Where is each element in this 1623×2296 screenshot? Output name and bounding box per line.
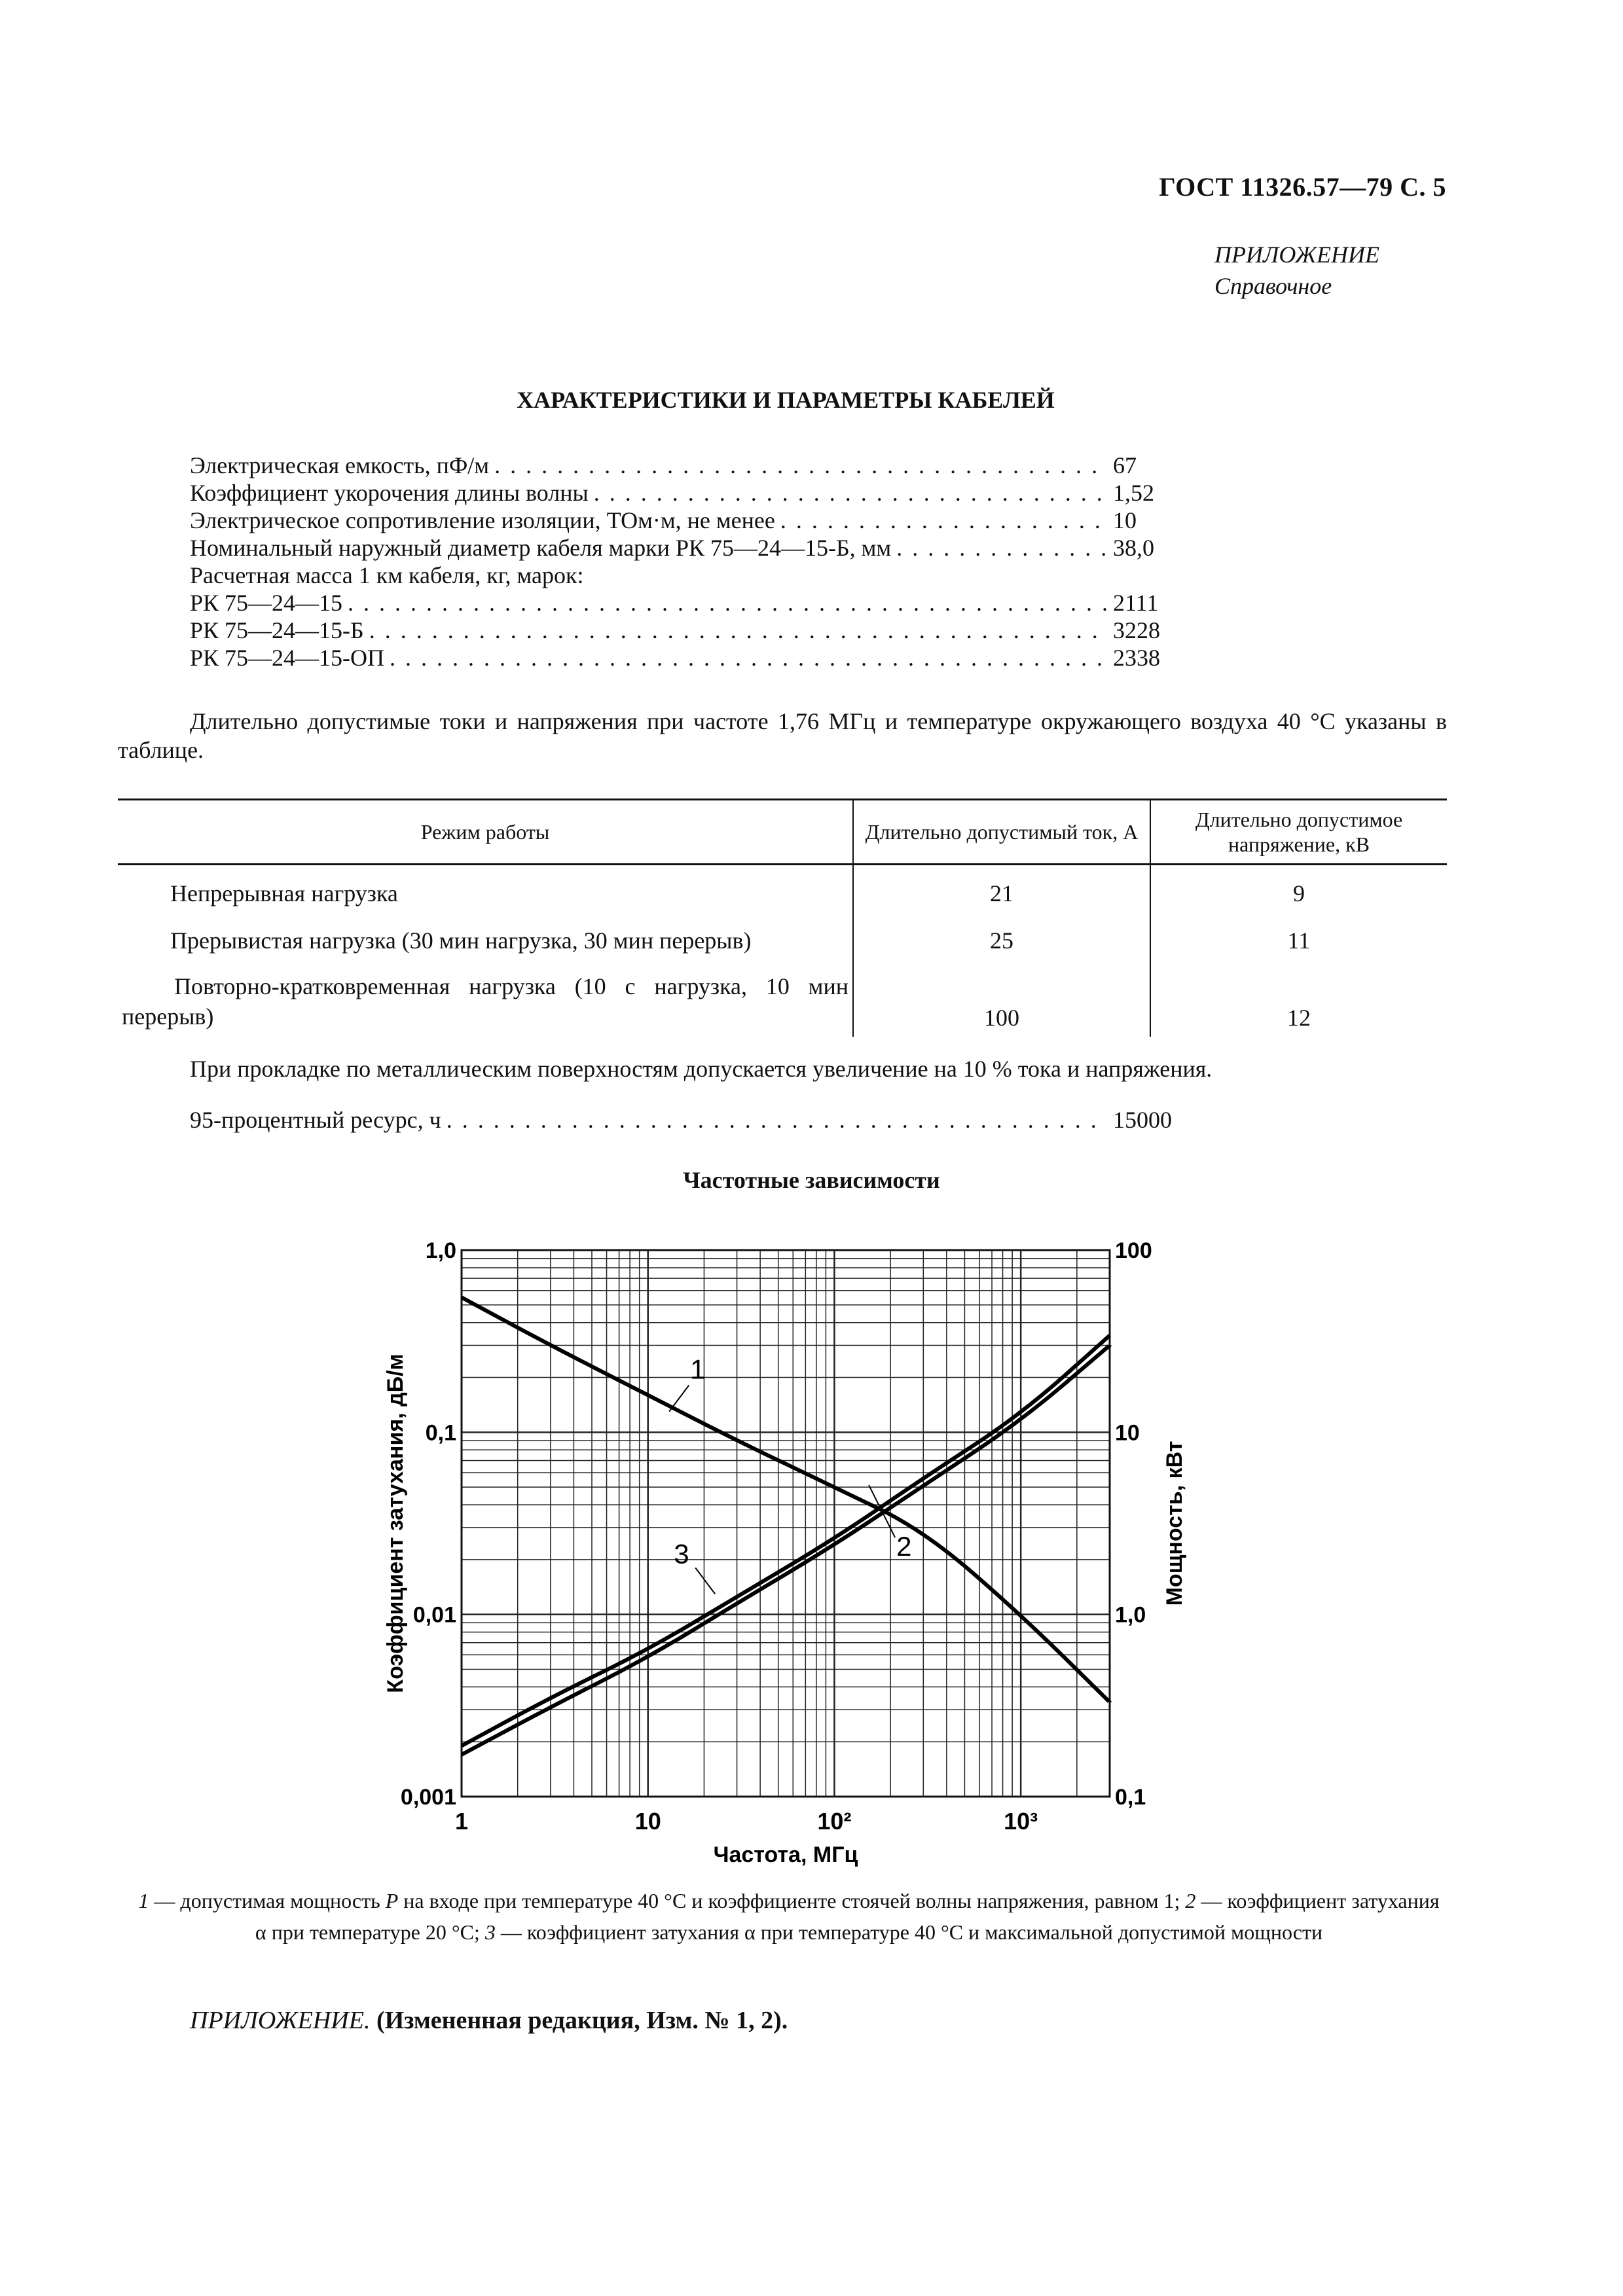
spec-value: 10 (1113, 507, 1137, 533)
y-right-axis-label: Мощность, кВт (1162, 1441, 1187, 1606)
surface-note: При прокладке по металлическим поверхностям допускается увеличение на 10 % тока и напряжения. (190, 1056, 1213, 1082)
ratings-table (118, 798, 1447, 1037)
x-tick-label: 10³ (1004, 1808, 1038, 1835)
spec-label: РК 75—24—15-ОП (190, 645, 385, 671)
leader-dots (896, 534, 1108, 562)
current-cell: 21 (853, 865, 1150, 913)
appendix-label: ПРИЛОЖЕНИЕ (1214, 242, 1379, 268)
voltage-cell: 11 (1287, 927, 1311, 954)
resource-line (190, 1106, 1185, 1134)
appendix-type: Справочное (1214, 273, 1332, 299)
spec-row (190, 507, 1185, 534)
page-header: ГОСТ 11326.57—79 С. 5 (1159, 172, 1446, 202)
spec-row (190, 617, 1185, 644)
label-leader-3 (695, 1568, 715, 1594)
y-left-tick-label: 0,001 (400, 1785, 456, 1810)
leader-dots (348, 589, 1108, 617)
y-right-tick-label: 0,1 (1115, 1785, 1146, 1810)
col-header-mode: Режим работы (118, 800, 853, 865)
appendix-block (1214, 239, 1379, 302)
table-row (118, 960, 1447, 1037)
caption-text-4: — коэффициент затухания α при температуре 40 °С и максимальной допустимой мощности (495, 1920, 1323, 1944)
series-label-3: 3 (674, 1538, 689, 1570)
chart-caption (131, 1885, 1447, 1948)
leader-dots (594, 479, 1108, 507)
intro-paragraph: Длительно допустимые токи и напряжения при частоте 1,76 МГц и температуре окружающего воздуха 40 °С указаны в таблице. (118, 708, 1447, 763)
spec-row (190, 644, 1185, 672)
series-label-2: 2 (896, 1531, 912, 1562)
caption-text-2: на входе при температуре 40 °С и коэффициенте стоячей волны напряжения, равном 1; (398, 1889, 1180, 1912)
y-left-tick-label: 0,1 (425, 1420, 456, 1446)
y-left-axis-label: Коэффициент затухания, дБ/м (383, 1354, 408, 1693)
table-header-row (118, 800, 1447, 865)
spec-value: 38,0 (1113, 535, 1154, 561)
leader-dots (780, 507, 1108, 534)
current-cell: 25 (853, 912, 1150, 960)
y-left-tick-label: 0,01 (412, 1602, 456, 1628)
voltage-cell: 12 (1287, 1005, 1311, 1031)
spec-row (190, 479, 1185, 507)
y-right-tick-label: 1,0 (1115, 1602, 1146, 1628)
spec-row (190, 589, 1185, 617)
spec-label: Электрическая емкость, пФ/м (190, 452, 490, 478)
mode-cell: Повторно-кратковременная нагрузка (10 с нагрузка, 10 мин перерыв) (118, 960, 853, 1037)
spec-label: РК 75—24—15 (190, 590, 343, 616)
chart-title: Частотные зависимости (683, 1167, 940, 1193)
spec-value: 2338 (1113, 645, 1160, 671)
leader-dots (390, 644, 1108, 672)
resource-value: 15000 (1113, 1107, 1172, 1133)
mode-cell: Непрерывная нагрузка (118, 865, 853, 913)
x-tick-label: 10² (817, 1808, 852, 1835)
x-axis-label: Частота, МГц (713, 1842, 858, 1867)
current-cell: 100 (853, 960, 1150, 1037)
spec-value: 67 (1113, 452, 1137, 478)
x-tick-label: 1 (454, 1808, 469, 1835)
x-tick-label: 10 (634, 1808, 661, 1835)
spec-label: Коэффициент укорочения длины волны (190, 480, 589, 506)
caption-symbol-p: P (385, 1889, 399, 1912)
col-header-current: Длительно допустимый ток, А (853, 800, 1150, 865)
footer-label: ПРИЛОЖЕНИЕ. (190, 2007, 371, 2034)
spec-label: Расчетная масса 1 км кабеля, кг, марок: (190, 562, 584, 588)
leader-dots (494, 452, 1108, 479)
spec-value: 1,52 (1113, 480, 1154, 506)
caption-num-3: 3 (484, 1920, 496, 1944)
spec-value: 3228 (1113, 617, 1160, 643)
footer-note (190, 2006, 788, 2035)
y-right-tick-label: 100 (1115, 1238, 1152, 1263)
col-header-voltage: Длительно допустимое напряжение, кВ (1150, 800, 1447, 865)
spec-value: 2111 (1113, 590, 1159, 616)
table-row (118, 912, 1447, 960)
mode-cell: Прерывистая нагрузка (30 мин нагрузка, 30 мин перерыв) (118, 912, 853, 960)
spec-row (190, 562, 1185, 589)
footer-revision: (Измененная редакция, Изм. № 1, 2). (370, 2007, 788, 2034)
spec-label: РК 75—24—15-Б (190, 617, 364, 643)
voltage-cell: 9 (1293, 880, 1305, 906)
section-title: ХАРАКТЕРИСТИКИ И ПАРАМЕТРЫ КАБЕЛЕЙ (517, 387, 1055, 413)
series-label-1: 1 (690, 1354, 706, 1385)
spec-label: Электрическое сопротивление изоляции, ТОм·м, не менее (190, 507, 775, 533)
spec-label: Номинальный наружный диаметр кабеля марки РК 75—24—15-Б, мм (190, 535, 892, 561)
label-leader-1 (669, 1386, 689, 1412)
frequency-chart (367, 1214, 1218, 1875)
leader-dots (447, 1106, 1108, 1134)
caption-num-1: 1 (138, 1889, 149, 1912)
resource-row (190, 1106, 1185, 1134)
spec-row (190, 452, 1185, 479)
caption-num-2: 2 (1185, 1889, 1196, 1912)
caption-text-3: — коэффициент затухания α при температуре 20 °С; (255, 1889, 1440, 1944)
caption-text-1: — допустимая мощность (149, 1889, 386, 1912)
spec-row (190, 534, 1185, 562)
y-right-tick-label: 10 (1115, 1420, 1140, 1446)
table-row (118, 865, 1447, 913)
spec-list (190, 452, 1185, 672)
y-left-tick-label: 1,0 (425, 1238, 456, 1263)
leader-dots (369, 617, 1108, 644)
resource-label: 95-процентный ресурс, ч (190, 1107, 441, 1133)
